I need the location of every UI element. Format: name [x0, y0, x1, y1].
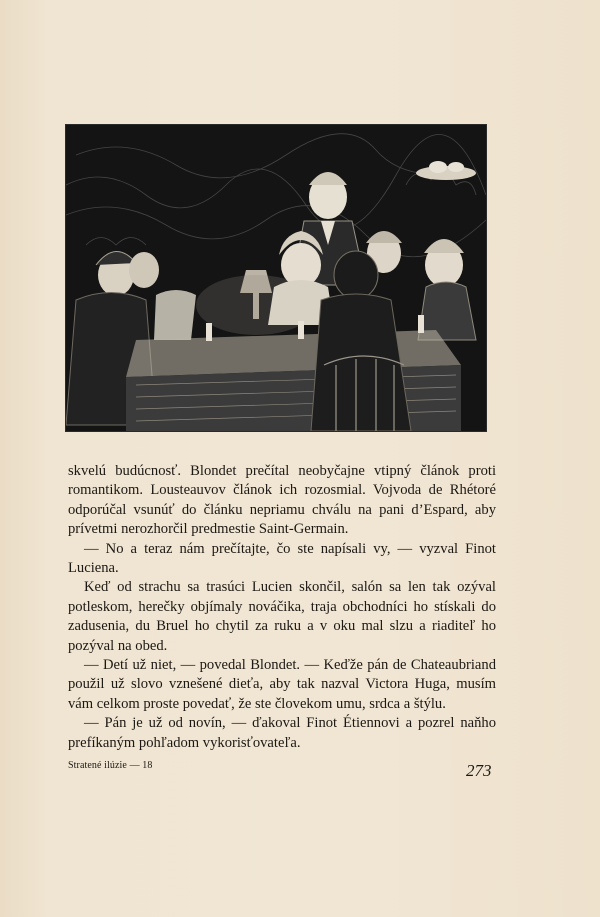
page-number: 273: [466, 761, 492, 780]
paragraph: — No a teraz nám prečítajte, čo ste napísali vy, — vyzval Finot Luciena.: [68, 540, 496, 577]
paragraph: Keď od strachu sa trasúci Lucien skončil, salón sa len tak ozýval potleskom, herečky objímaly nováčika, traja obchodníci ho stískali do zadusenia, du Bruel ho chytil za ruku a v oku mal slzu a riaditeľ ho pozýval na obed.: [68, 579, 496, 654]
paragraph: — Detí už niet, — povedal Blondet. — Keďže pán de Chateaubriand použil už slovo vznešené dieťa, aby tak nazval Victora Huga, musím vám celkom proste povedať, že ste človekom umu, srdca a štýlu.: [68, 657, 496, 712]
printer-signature: Stratené ilúzie — 18: [68, 760, 153, 771]
body-text: [68, 462, 496, 753]
banquet-scene-illustration: [66, 125, 486, 431]
paragraph: — Pán je už od novín, — ďakoval Finot Étiennovi a pozrel naňho prefíkaným pohľadom vykorisťovateľa.: [68, 715, 496, 751]
paragraph: skvelú budúcnosť. Blondet prečítal neobyčajne vtipný článok proti romantikom. Lousteauvov článok ich rozosmial. Vojvoda de Rhétoré odporúčal vsunúť do článku nepriamu chválu na pani d’Espard, aby prívetmi nerozhorčil predmestie Saint-Germain.: [68, 463, 496, 538]
banquet-illustration: [65, 124, 487, 432]
